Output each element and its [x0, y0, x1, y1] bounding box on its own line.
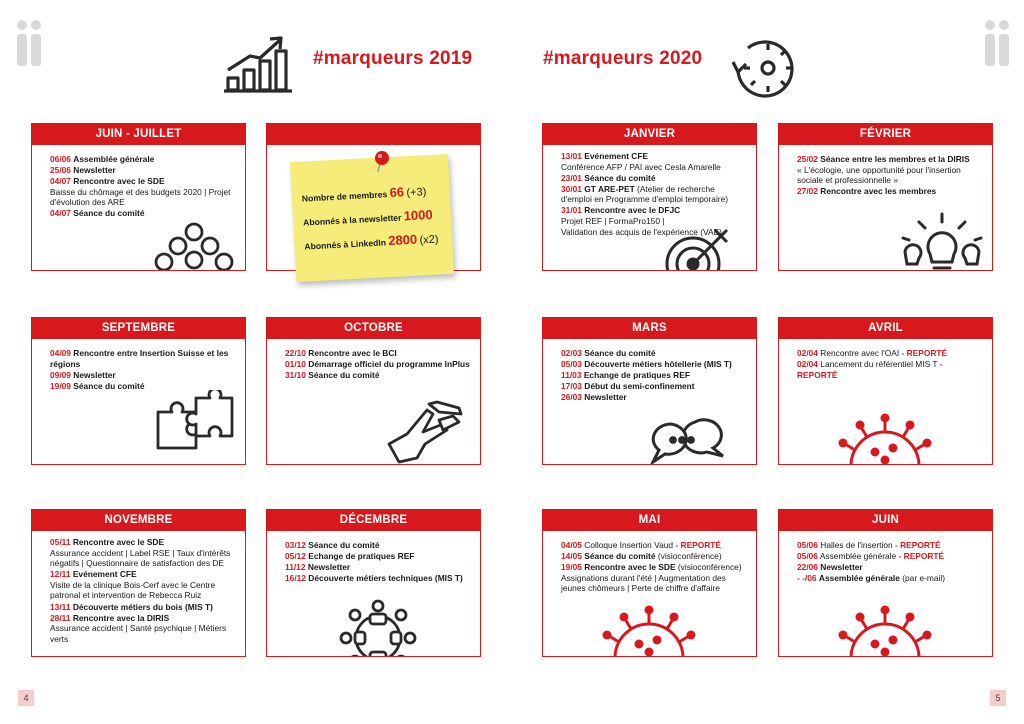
stat-newsletter: Abonnés à la newsletter 1000: [302, 206, 433, 228]
virus-icon: [837, 412, 933, 465]
event-item: 16/12 Découverte métiers techniques (MIS T): [285, 573, 463, 584]
event-item: 02/03 Séance du comité: [561, 348, 656, 358]
stat-members: Nombre de membres 66 (+3): [301, 184, 427, 204]
event-item: 22/06 Newsletter: [797, 562, 863, 573]
event-item: 19/05 Rencontre avec le SDE (visioconférence) Assignations durant l'été | Augmentation des jeunes chômeurs | Perte de chiffre d'affaire: [561, 562, 742, 594]
network-circle-icon: [337, 598, 419, 657]
event-item: 17/03 Début du semi-confinement: [561, 381, 695, 392]
month-card-juin: [778, 509, 993, 657]
month-card-octobre: [266, 317, 481, 465]
event-item: 05/12 Echange de pratiques REF: [285, 551, 415, 562]
event-item: 11/03 Echange de pratiques REF: [561, 370, 690, 381]
stats-card-header: [267, 124, 480, 145]
month-card-mai: [542, 509, 757, 657]
event-item: 12/11 Evénement CFE Visite de la clinique Bois-Cerf avec le Centre patronal et intervention de Rebecca Ruiz: [50, 569, 216, 601]
month-title: SEPTEMBRE: [32, 318, 245, 339]
chat-bubbles-icon: [649, 416, 733, 465]
handshake-icon: [385, 400, 465, 464]
month-card-fevrier: [778, 123, 993, 271]
month-card-novembre: [31, 509, 246, 657]
month-title: OCTOBRE: [267, 318, 480, 339]
puzzle-icon: [154, 390, 236, 452]
event-item: 06/06 Assemblée générale: [50, 154, 155, 164]
stat-linkedin: Abonnés à LinkedIn 2800 (x2): [304, 231, 439, 252]
brand-logo-icon: [982, 18, 1012, 68]
event-item: 27/02 Rencontre avec les membres: [797, 186, 937, 197]
month-title: MAI: [543, 510, 756, 531]
event-item: 22/10 Rencontre avec le BCI: [285, 348, 397, 358]
virus-icon: [837, 604, 933, 657]
event-item: 25/02 Séance entre les membres et la DIRIS « L'écologie, une opportunité pour l'insertion sociale et professionnelle »: [797, 154, 970, 186]
growth-chart-icon: [224, 34, 292, 94]
page-number-right: 5: [990, 690, 1006, 706]
lightbulb-icon: [899, 208, 985, 271]
event-item: 09/09 Newsletter: [50, 369, 116, 380]
event-item: 14/05 Séance du comité (visioconférence): [561, 551, 722, 562]
event-item: 02/04 Rencontre avec l'OAI - REPORTÉ: [797, 348, 948, 358]
page-number-left: 4: [18, 690, 34, 706]
section-title-2019: #marqueurs 2019: [313, 48, 473, 69]
event-item: 28/11 Rencontre avec la DIRIS Assurance accident | Santé psychique | Métiers verts: [50, 612, 227, 644]
event-item: 13/11 Découverte métiers du bois (MIS T): [50, 601, 213, 612]
event-item: 13/01 Evénement CFE Conférence AFP / PAI avec Cesla Amarelle: [561, 151, 721, 172]
month-title: JUIN: [779, 510, 992, 531]
event-item: 31/01 Rencontre avec le DFJC Projet REF | FormaPro150 | Validation des acquis de l'expérience (VAE): [561, 205, 722, 237]
event-item: 05/06 Assemblée générale - REPORTÉ: [797, 551, 945, 562]
event-item: 23/01 Séance du comité: [561, 172, 656, 183]
brand-logo-icon: [14, 18, 44, 68]
month-title: JUIN - JUILLET: [32, 124, 245, 145]
virus-icon: [601, 604, 697, 657]
pushpin-icon: [372, 150, 392, 174]
event-item: 05/06 Halles de l'insertion - REPORTÉ: [797, 540, 941, 550]
event-item: 05/11 Rencontre avec le SDE Assurance accident | Label RSE | Taux d'intérêts négatifs | Questionnaire de satisfaction des DE: [50, 537, 231, 569]
event-item: 04/05 Colloque Insertion Vaud - REPORTÉ: [561, 540, 722, 550]
month-card-septembre: [31, 317, 246, 465]
group-people-icon: [152, 220, 236, 271]
month-card-avril: [778, 317, 993, 465]
month-card-juin-juillet: [31, 123, 246, 271]
event-item: 01/10 Démarrage officiel du programme InPlus: [285, 359, 470, 370]
month-title: AVRIL: [779, 318, 992, 339]
event-item: 19/09 Séance du comité: [50, 380, 145, 391]
event-item: 04/07 Séance du comité: [50, 208, 145, 219]
event-item: 30/01 GT ARE-PET (Atelier de recherche d'emploi en Programme d'emploi temporaire): [561, 183, 729, 205]
clock-refresh-icon: [730, 36, 802, 100]
month-title: DÉCEMBRE: [267, 510, 480, 531]
month-title: FÉVRIER: [779, 124, 992, 145]
event-item: 11/12 Newsletter: [285, 562, 351, 573]
month-title: NOVEMBRE: [32, 510, 245, 531]
section-title-2020: #marqueurs 2020: [543, 48, 703, 69]
month-card-janvier: [542, 123, 757, 271]
event-item: 25/06 Newsletter: [50, 165, 116, 176]
event-item: 26/03 Newsletter: [561, 392, 627, 403]
month-card-decembre: [266, 509, 481, 657]
event-item: - -/06 Assemblée générale (par e-mail): [797, 573, 946, 584]
event-item: 02/04 Lancement du référentiel MIS T - REPORTÉ: [797, 359, 943, 380]
month-card-mars: [542, 317, 757, 465]
event-item: 03/12 Séance du comité: [285, 540, 380, 550]
month-title: JANVIER: [543, 124, 756, 145]
event-item: 05/03 Découverte métiers hôtellerie (MIS T): [561, 359, 732, 370]
event-item: 04/09 Rencontre entre Insertion Suisse et les régions: [50, 348, 229, 369]
event-item: 31/10 Séance du comité: [285, 370, 380, 381]
event-item: 04/07 Rencontre avec le SDE Baisse du chômage et des budgets 2020 | Projet d'évolution des ARE: [50, 176, 231, 208]
month-title: MARS: [543, 318, 756, 339]
